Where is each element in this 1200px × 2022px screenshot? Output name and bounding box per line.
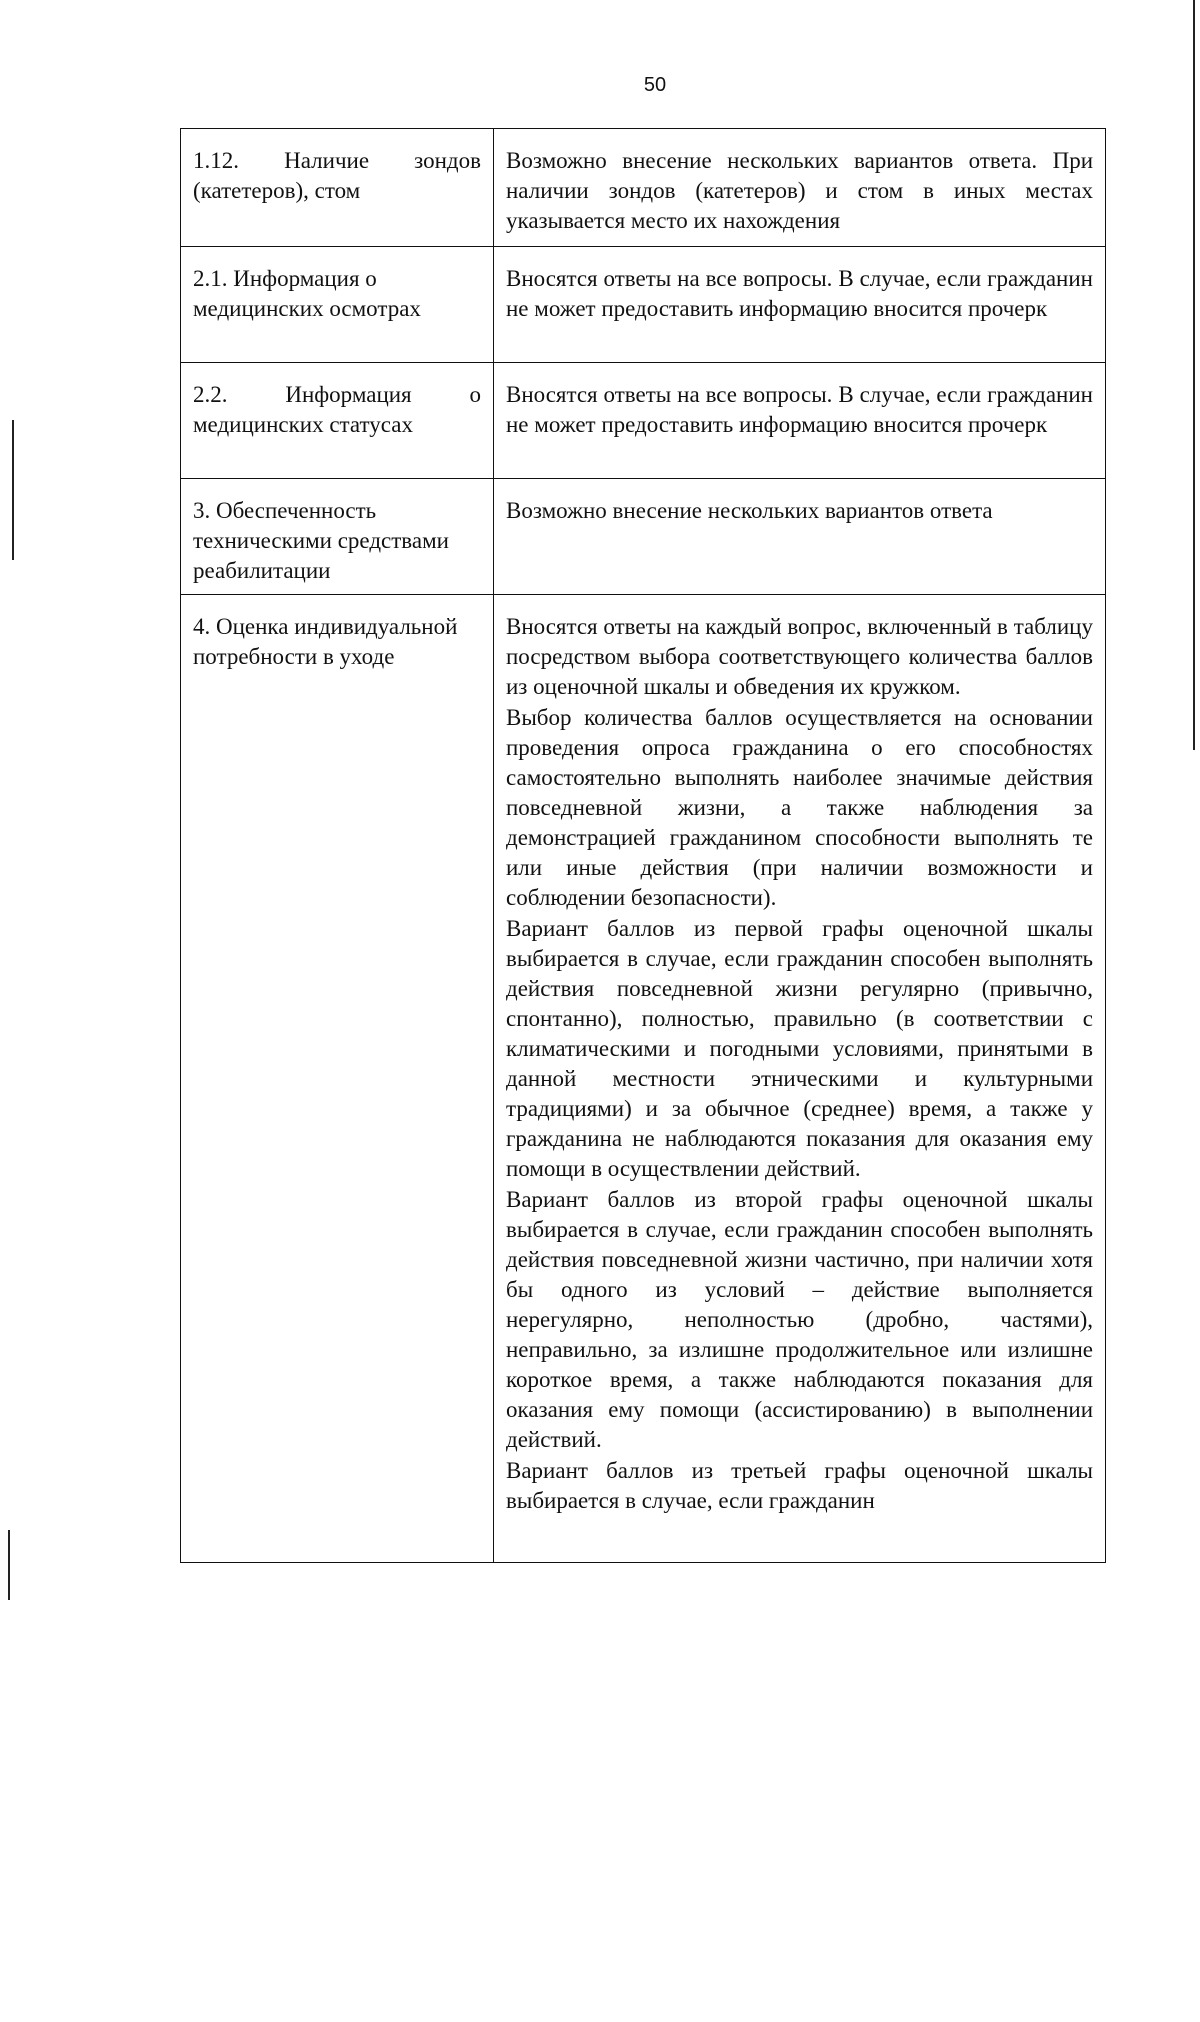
- description-cell: [494, 363, 1106, 479]
- description-paragraph: Вносятся ответы на каждый вопрос, включенный в таблицу посредством выбора соответствующего количества баллов из оценочной шкалы и обведения их кружком.: [506, 614, 1093, 699]
- item-cell: 2.2. Информация о медицинских статусах: [181, 363, 494, 479]
- item-cell: 2.1. Информация о медицинских осмотрах: [181, 247, 494, 363]
- description-cell: [494, 247, 1106, 363]
- description-cell: [494, 595, 1106, 1563]
- scan-edge-mark-left-lower: [8, 1530, 10, 1600]
- table-row: [181, 479, 1106, 595]
- description-paragraph: Возможно внесение нескольких вариантов ответа: [506, 498, 993, 523]
- item-cell: 3. Обеспеченность техническими средствами реабилитации: [181, 479, 494, 595]
- scan-edge-mark-left-upper: [12, 420, 14, 560]
- description-paragraph: Возможно внесение нескольких вариантов ответа. При наличии зондов (катетеров) и стом в иных местах указывается место их нахождения: [506, 148, 1093, 233]
- table-row: [181, 363, 1106, 479]
- instructions-table: [180, 128, 1106, 1563]
- table-row: [181, 595, 1106, 1563]
- description-paragraph: Выбор количества баллов осуществляется на основании проведения опроса гражданина о его способностях самостоятельно выполнять наиболее значимые действия повседневной жизни, а также наблюдения за демонстрацией гражданином способности выполнять те или иные действия (при наличии возможности и соблюдении безопасности).: [506, 705, 1093, 910]
- description-paragraph: Вносятся ответы на все вопросы. В случае, если гражданин не может предоставить информацию вносится прочерк: [506, 382, 1093, 437]
- description-paragraph: Вариант баллов из первой графы оценочной шкалы выбирается в случае, если гражданин способен выполнять действия повседневной жизни регулярно (привычно, спонтанно), полностью, правильно (в соответствии с климатическими и погодными условиями, принятыми в данной местности этническими и культурными традициями) и за обычное (среднее) время, а также у гражданина не наблюдаются показания для оказания ему помощи в осуществлении действий.: [506, 916, 1093, 1181]
- description-paragraph: Вариант баллов из третьей графы оценочной шкалы выбирается в случае, если гражданин: [506, 1458, 1093, 1513]
- scan-edge-mark-right: [1193, 0, 1195, 750]
- page-number: 50: [643, 74, 667, 96]
- description-cell: [494, 129, 1106, 247]
- item-cell: 1.12. Наличие зондов (катетеров), стом: [181, 129, 494, 247]
- description-paragraph: Вариант баллов из второй графы оценочной шкалы выбирается в случае, если гражданин способен выполнять действия повседневной жизни частично, при наличии хотя бы одного из условий – действие выполняется нерегулярно, неполностью (дробно, частями), неправильно, за излишне продолжительное или излишне короткое время, а также наблюдаются показания для оказания ему помощи (ассистированию) в выполнении действий.: [506, 1187, 1093, 1452]
- table-row: [181, 129, 1106, 247]
- item-cell: 4. Оценка индивидуальной потребности в уходе: [181, 595, 494, 1563]
- description-paragraph: Вносятся ответы на все вопросы. В случае, если гражданин не может предоставить информацию вносится прочерк: [506, 266, 1093, 321]
- table-row: [181, 247, 1106, 363]
- description-cell: [494, 479, 1106, 595]
